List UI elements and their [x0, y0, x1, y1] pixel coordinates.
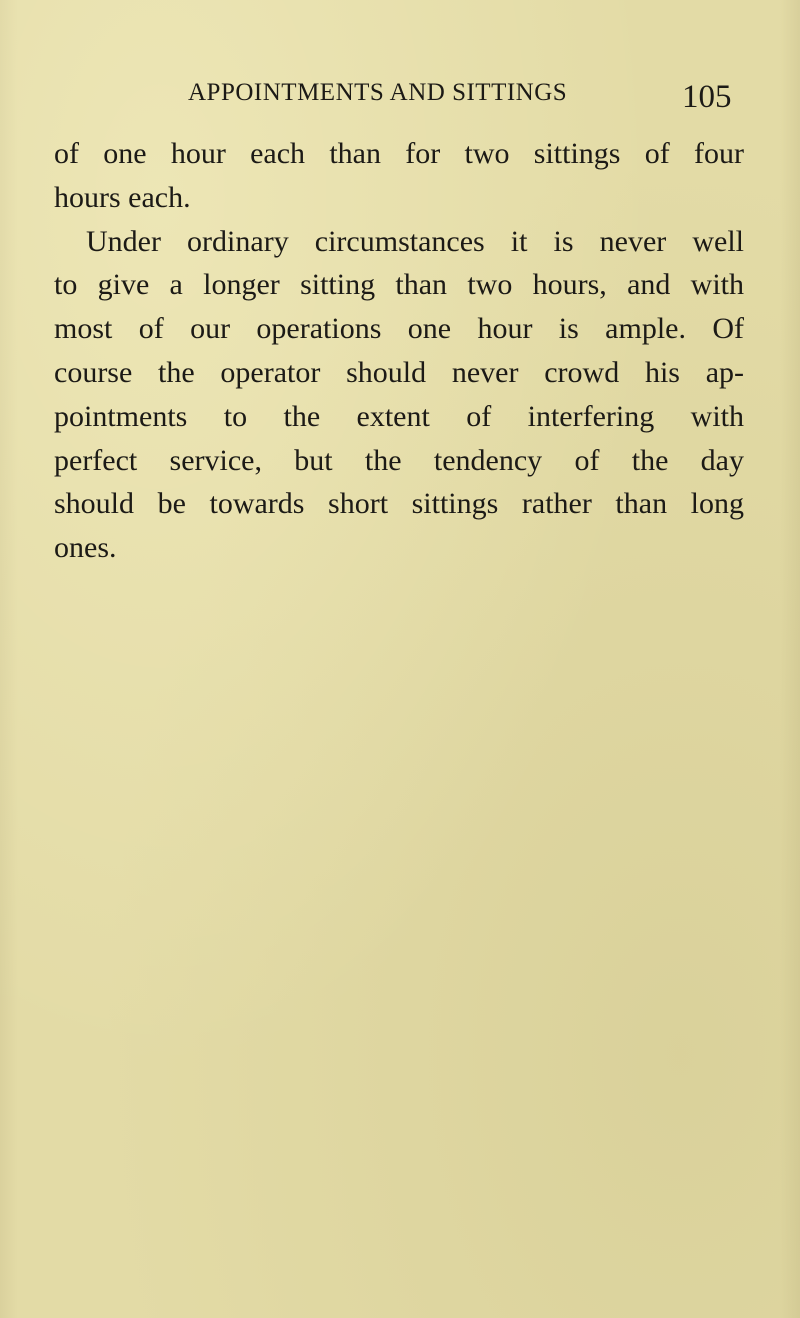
page-number: 105	[682, 79, 732, 115]
text-line: hours each.	[54, 180, 191, 214]
text-line: to give a longer sitting than two hours, and with	[54, 268, 744, 302]
body-text	[54, 132, 744, 570]
text-line: Under ordinary circumstances it is never well	[86, 224, 744, 258]
text-line: ones.	[54, 531, 117, 565]
text-line: pointments to the extent of interfering with	[54, 399, 744, 433]
text-line: of one hour each than for two sittings of four	[54, 137, 744, 170]
running-title: APPOINTMENTS AND SITTINGS	[188, 79, 568, 106]
text-line: should be towards short sittings rather than long	[54, 487, 744, 521]
text-line: course the operator should never crowd his ap-	[54, 355, 744, 389]
text-line: most of our operations one hour is ample. Of	[54, 312, 744, 346]
text-line: perfect service, but the tendency of the day	[54, 443, 744, 477]
